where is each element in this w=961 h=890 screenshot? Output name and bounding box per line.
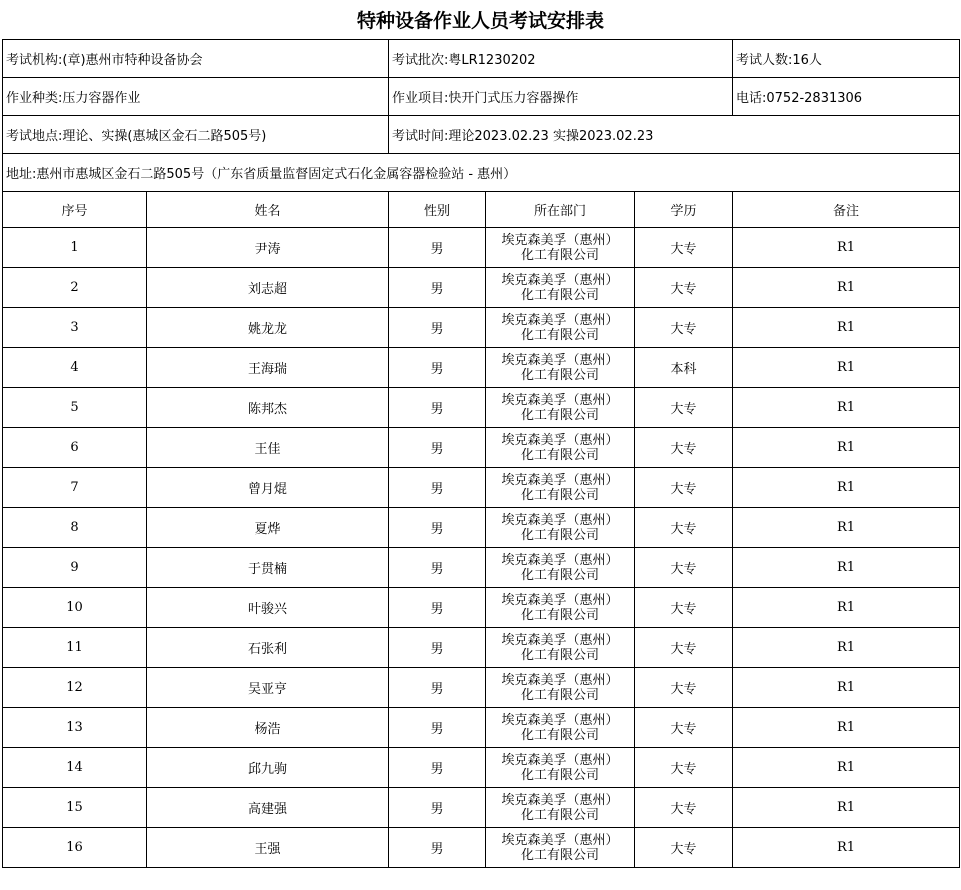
dept-line-1: 埃克森美孚（惠州） <box>501 512 619 528</box>
dept-line-2: 化工有限公司 <box>520 767 599 783</box>
col-header-no: 序号 <box>3 192 147 228</box>
dept-line-2: 化工有限公司 <box>520 247 599 263</box>
cell-note: R1 <box>733 428 960 468</box>
cell-no: 10 <box>3 588 147 628</box>
cell-dept <box>486 468 635 508</box>
cell-no: 6 <box>3 428 147 468</box>
cell-education: 大专 <box>635 748 733 788</box>
cell-name: 陈邦杰 <box>147 388 389 428</box>
cell-dept <box>486 508 635 548</box>
table-row <box>3 828 960 868</box>
header-row-2 <box>3 78 960 116</box>
work-category: 作业种类:压力容器作业 <box>3 78 389 116</box>
cell-dept <box>486 788 635 828</box>
table-row <box>3 548 960 588</box>
cell-name: 于贯楠 <box>147 548 389 588</box>
dept-line-1: 埃克森美孚（惠州） <box>501 232 619 248</box>
cell-education: 大专 <box>635 308 733 348</box>
cell-education: 大专 <box>635 668 733 708</box>
table-row <box>3 468 960 508</box>
cell-gender: 男 <box>389 388 486 428</box>
dept-line-2: 化工有限公司 <box>520 847 599 863</box>
cell-dept <box>486 428 635 468</box>
cell-note: R1 <box>733 388 960 428</box>
col-header-note: 备注 <box>733 192 960 228</box>
dept-line-2: 化工有限公司 <box>520 727 599 743</box>
dept-line-1: 埃克森美孚（惠州） <box>501 592 619 608</box>
cell-gender: 男 <box>389 788 486 828</box>
cell-no: 2 <box>3 268 147 308</box>
exam-address: 地址:惠州市惠城区金石二路505号（广东省质量监督固定式石化金属容器检验站 - 惠州） <box>3 154 960 192</box>
cell-no: 14 <box>3 748 147 788</box>
cell-dept <box>486 228 635 268</box>
cell-dept <box>486 588 635 628</box>
table-row <box>3 228 960 268</box>
dept-line-1: 埃克森美孚（惠州） <box>501 392 619 408</box>
exam-time: 考试时间:理论2023.02.23 实操2023.02.23 <box>389 116 960 154</box>
dept-line-1: 埃克森美孚（惠州） <box>501 272 619 288</box>
cell-name: 叶骏兴 <box>147 588 389 628</box>
cell-name: 吴亚亨 <box>147 668 389 708</box>
cell-gender: 男 <box>389 348 486 388</box>
dept-line-2: 化工有限公司 <box>520 647 599 663</box>
dept-line-1: 埃克森美孚（惠州） <box>501 312 619 328</box>
cell-gender: 男 <box>389 308 486 348</box>
cell-name: 石张利 <box>147 628 389 668</box>
table-row <box>3 428 960 468</box>
table-row <box>3 348 960 388</box>
exam-batch: 考试批次:粤LR1230202 <box>389 40 733 78</box>
cell-name: 刘志超 <box>147 268 389 308</box>
cell-dept <box>486 268 635 308</box>
cell-dept <box>486 548 635 588</box>
cell-gender: 男 <box>389 708 486 748</box>
cell-gender: 男 <box>389 628 486 668</box>
cell-note: R1 <box>733 828 960 868</box>
cell-education: 大专 <box>635 828 733 868</box>
cell-education: 大专 <box>635 388 733 428</box>
dept-line-1: 埃克森美孚（惠州） <box>501 632 619 648</box>
cell-no: 4 <box>3 348 147 388</box>
header-row-3 <box>3 116 960 154</box>
col-header-education: 学历 <box>635 192 733 228</box>
cell-note: R1 <box>733 508 960 548</box>
cell-note: R1 <box>733 268 960 308</box>
cell-name: 尹涛 <box>147 228 389 268</box>
table-row <box>3 508 960 548</box>
cell-note: R1 <box>733 548 960 588</box>
cell-name: 邱九驹 <box>147 748 389 788</box>
cell-no: 9 <box>3 548 147 588</box>
dept-line-1: 埃克森美孚（惠州） <box>501 552 619 568</box>
cell-education: 大专 <box>635 228 733 268</box>
table-row <box>3 708 960 748</box>
cell-name: 夏烨 <box>147 508 389 548</box>
cell-note: R1 <box>733 588 960 628</box>
cell-no: 7 <box>3 468 147 508</box>
cell-name: 高建强 <box>147 788 389 828</box>
cell-name: 姚龙龙 <box>147 308 389 348</box>
dept-line-2: 化工有限公司 <box>520 527 599 543</box>
cell-gender: 男 <box>389 268 486 308</box>
cell-dept <box>486 628 635 668</box>
column-header-row <box>3 192 960 228</box>
cell-note: R1 <box>733 668 960 708</box>
table-row <box>3 308 960 348</box>
cell-education: 大专 <box>635 628 733 668</box>
dept-line-1: 埃克森美孚（惠州） <box>501 472 619 488</box>
dept-line-2: 化工有限公司 <box>520 607 599 623</box>
page-title: 特种设备作业人员考试安排表 <box>356 10 604 32</box>
cell-note: R1 <box>733 348 960 388</box>
dept-line-1: 埃克森美孚（惠州） <box>501 792 619 808</box>
cell-education: 大专 <box>635 468 733 508</box>
cell-dept <box>486 348 635 388</box>
cell-gender: 男 <box>389 588 486 628</box>
col-header-gender: 性别 <box>389 192 486 228</box>
cell-no: 8 <box>3 508 147 548</box>
header-row-4 <box>3 154 960 192</box>
col-header-name: 姓名 <box>147 192 389 228</box>
table-row <box>3 588 960 628</box>
dept-line-2: 化工有限公司 <box>520 367 599 383</box>
dept-line-2: 化工有限公司 <box>520 407 599 423</box>
cell-note: R1 <box>733 748 960 788</box>
cell-note: R1 <box>733 708 960 748</box>
cell-education: 大专 <box>635 788 733 828</box>
cell-gender: 男 <box>389 668 486 708</box>
cell-note: R1 <box>733 228 960 268</box>
work-item: 作业项目:快开门式压力容器操作 <box>389 78 733 116</box>
exam-location: 考试地点:理论、实操(惠城区金石二路505号) <box>3 116 389 154</box>
col-header-dept: 所在部门 <box>486 192 635 228</box>
cell-gender: 男 <box>389 508 486 548</box>
cell-name: 王强 <box>147 828 389 868</box>
cell-no: 11 <box>3 628 147 668</box>
cell-education: 大专 <box>635 588 733 628</box>
table-row <box>3 788 960 828</box>
cell-note: R1 <box>733 788 960 828</box>
cell-education: 大专 <box>635 508 733 548</box>
cell-gender: 男 <box>389 228 486 268</box>
dept-line-1: 埃克森美孚（惠州） <box>501 832 619 848</box>
cell-dept <box>486 708 635 748</box>
cell-note: R1 <box>733 468 960 508</box>
cell-gender: 男 <box>389 748 486 788</box>
dept-line-2: 化工有限公司 <box>520 447 599 463</box>
dept-line-1: 埃克森美孚（惠州） <box>501 752 619 768</box>
cell-dept <box>486 388 635 428</box>
cell-note: R1 <box>733 308 960 348</box>
cell-no: 15 <box>3 788 147 828</box>
cell-no: 13 <box>3 708 147 748</box>
cell-note: R1 <box>733 628 960 668</box>
cell-education: 大专 <box>635 268 733 308</box>
dept-line-2: 化工有限公司 <box>520 687 599 703</box>
dept-line-1: 埃克森美孚（惠州） <box>501 352 619 368</box>
dept-line-2: 化工有限公司 <box>520 567 599 583</box>
cell-name: 王佳 <box>147 428 389 468</box>
dept-line-2: 化工有限公司 <box>520 287 599 303</box>
cell-dept <box>486 308 635 348</box>
table-row <box>3 748 960 788</box>
cell-gender: 男 <box>389 468 486 508</box>
table-row <box>3 668 960 708</box>
phone: 电话:0752-2831306 <box>733 78 960 116</box>
cell-education: 本科 <box>635 348 733 388</box>
dept-line-1: 埃克森美孚（惠州） <box>501 712 619 728</box>
cell-gender: 男 <box>389 548 486 588</box>
cell-no: 16 <box>3 828 147 868</box>
table-row <box>3 388 960 428</box>
header-row-1 <box>3 40 960 78</box>
exam-schedule-table <box>2 39 960 868</box>
cell-name: 曾月焜 <box>147 468 389 508</box>
cell-no: 5 <box>3 388 147 428</box>
cell-gender: 男 <box>389 428 486 468</box>
dept-line-1: 埃克森美孚（惠州） <box>501 672 619 688</box>
cell-education: 大专 <box>635 428 733 468</box>
exam-count: 考试人数:16人 <box>733 40 960 78</box>
dept-line-2: 化工有限公司 <box>520 327 599 343</box>
dept-line-1: 埃克森美孚（惠州） <box>501 432 619 448</box>
table-row <box>3 628 960 668</box>
cell-no: 1 <box>3 228 147 268</box>
cell-gender: 男 <box>389 828 486 868</box>
cell-dept <box>486 828 635 868</box>
cell-name: 王海瑞 <box>147 348 389 388</box>
cell-dept <box>486 748 635 788</box>
cell-education: 大专 <box>635 548 733 588</box>
table-row <box>3 268 960 308</box>
cell-no: 3 <box>3 308 147 348</box>
cell-no: 12 <box>3 668 147 708</box>
cell-education: 大专 <box>635 708 733 748</box>
cell-name: 杨浩 <box>147 708 389 748</box>
dept-line-2: 化工有限公司 <box>520 487 599 503</box>
dept-line-2: 化工有限公司 <box>520 807 599 823</box>
exam-org: 考试机构:(章)惠州市特种设备协会 <box>3 40 389 78</box>
cell-dept <box>486 668 635 708</box>
